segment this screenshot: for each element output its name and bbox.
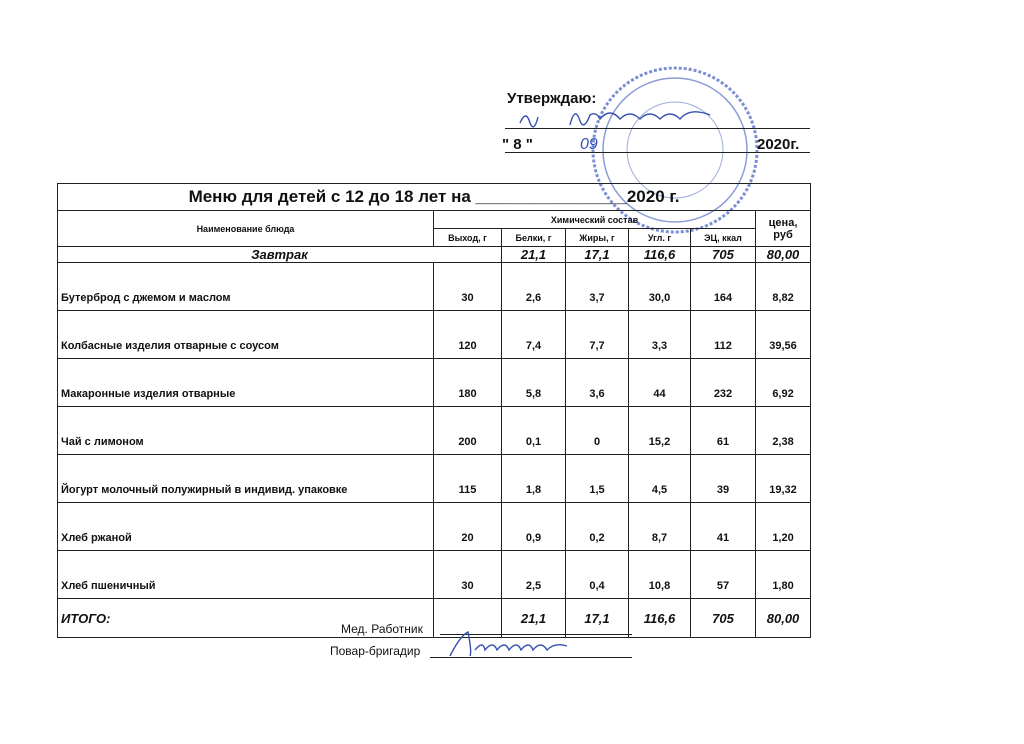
dish-value: 0,4 (566, 551, 629, 599)
dish-value: 7,7 (566, 311, 629, 359)
dish-value: 7,4 (502, 311, 566, 359)
dish-value: 2,6 (502, 263, 566, 311)
dish-name: Йогурт молочный полужирный в индивид. упаковке (58, 455, 434, 503)
dish-name: Колбасные изделия отварные с соусом (58, 311, 434, 359)
table-row (58, 455, 811, 503)
dish-value: 0 (566, 407, 629, 455)
approval-label: Утверждаю: (507, 90, 597, 107)
dish-value: 57 (691, 551, 756, 599)
section-value: 80,00 (756, 247, 811, 263)
approval-year: 2020г. (757, 136, 800, 153)
dish-value: 2,5 (502, 551, 566, 599)
section-value: 21,1 (502, 247, 566, 263)
dish-name: Чай с лимоном (58, 407, 434, 455)
dish-value: 3,6 (566, 359, 629, 407)
approval-month: 09 (580, 136, 598, 153)
total-value: 705 (691, 599, 756, 638)
header-price: цена, руб (756, 211, 811, 247)
header-col: Белки, г (502, 229, 566, 247)
table-row (58, 503, 811, 551)
dish-value: 1,80 (756, 551, 811, 599)
section-value: 17,1 (566, 247, 629, 263)
dish-value: 19,32 (756, 455, 811, 503)
dish-value: 20 (434, 503, 502, 551)
dish-value: 180 (434, 359, 502, 407)
cook-signature (445, 628, 585, 663)
dish-value: 3,7 (566, 263, 629, 311)
dish-value: 41 (691, 503, 756, 551)
dish-value: 200 (434, 407, 502, 455)
header-col: ЭЦ, ккал (691, 229, 756, 247)
section-value: 116,6 (629, 247, 691, 263)
header-chem: Химический состав (434, 211, 756, 229)
table-row (58, 407, 811, 455)
dish-value: 232 (691, 359, 756, 407)
dish-value: 2,38 (756, 407, 811, 455)
header-col: Угл. г (629, 229, 691, 247)
dish-value: 0,2 (566, 503, 629, 551)
dish-value: 39,56 (756, 311, 811, 359)
dish-value: 8,82 (756, 263, 811, 311)
section-label: Завтрак (58, 247, 502, 263)
dish-value: 164 (691, 263, 756, 311)
dish-value: 8,7 (629, 503, 691, 551)
dish-value: 3,3 (629, 311, 691, 359)
menu-title: Меню для детей с 12 до 18 лет на ________________2020 г. (58, 184, 811, 211)
header-col: Жиры, г (566, 229, 629, 247)
dish-value: 39 (691, 455, 756, 503)
dish-name: Макаронные изделия отварные (58, 359, 434, 407)
dish-value: 115 (434, 455, 502, 503)
dish-value: 1,8 (502, 455, 566, 503)
dish-value: 61 (691, 407, 756, 455)
approval-day: " 8 " (502, 136, 533, 153)
cook-label: Повар-бригадир (330, 644, 421, 658)
dish-name: Хлеб пшеничный (58, 551, 434, 599)
dish-value: 30 (434, 263, 502, 311)
total-value: 80,00 (756, 599, 811, 638)
dish-value: 1,5 (566, 455, 629, 503)
dish-name: Бутерброд с джемом и маслом (58, 263, 434, 311)
dish-value: 30 (434, 551, 502, 599)
header-col: Выход, г (434, 229, 502, 247)
director-signature (510, 103, 790, 133)
dish-value: 30,0 (629, 263, 691, 311)
dish-name: Хлеб ржаной (58, 503, 434, 551)
dish-value: 112 (691, 311, 756, 359)
dish-value: 1,20 (756, 503, 811, 551)
total-value: 17,1 (566, 599, 629, 638)
header-name: Наименование блюда (58, 211, 434, 247)
dish-value: 0,1 (502, 407, 566, 455)
menu-table (57, 183, 811, 638)
dish-value: 4,5 (629, 455, 691, 503)
dish-value: 15,2 (629, 407, 691, 455)
table-row (58, 551, 811, 599)
total-value: 116,6 (629, 599, 691, 638)
dish-value: 120 (434, 311, 502, 359)
dish-value: 0,9 (502, 503, 566, 551)
med-worker-label: Мед. Работник (341, 622, 423, 636)
total-value: 21,1 (502, 599, 566, 638)
table-row (58, 359, 811, 407)
section-value: 705 (691, 247, 756, 263)
dish-value: 5,8 (502, 359, 566, 407)
dish-value: 10,8 (629, 551, 691, 599)
total-label: ИТОГО: (58, 599, 434, 638)
table-row (58, 311, 811, 359)
dish-value: 44 (629, 359, 691, 407)
table-row (58, 263, 811, 311)
dish-value: 6,92 (756, 359, 811, 407)
